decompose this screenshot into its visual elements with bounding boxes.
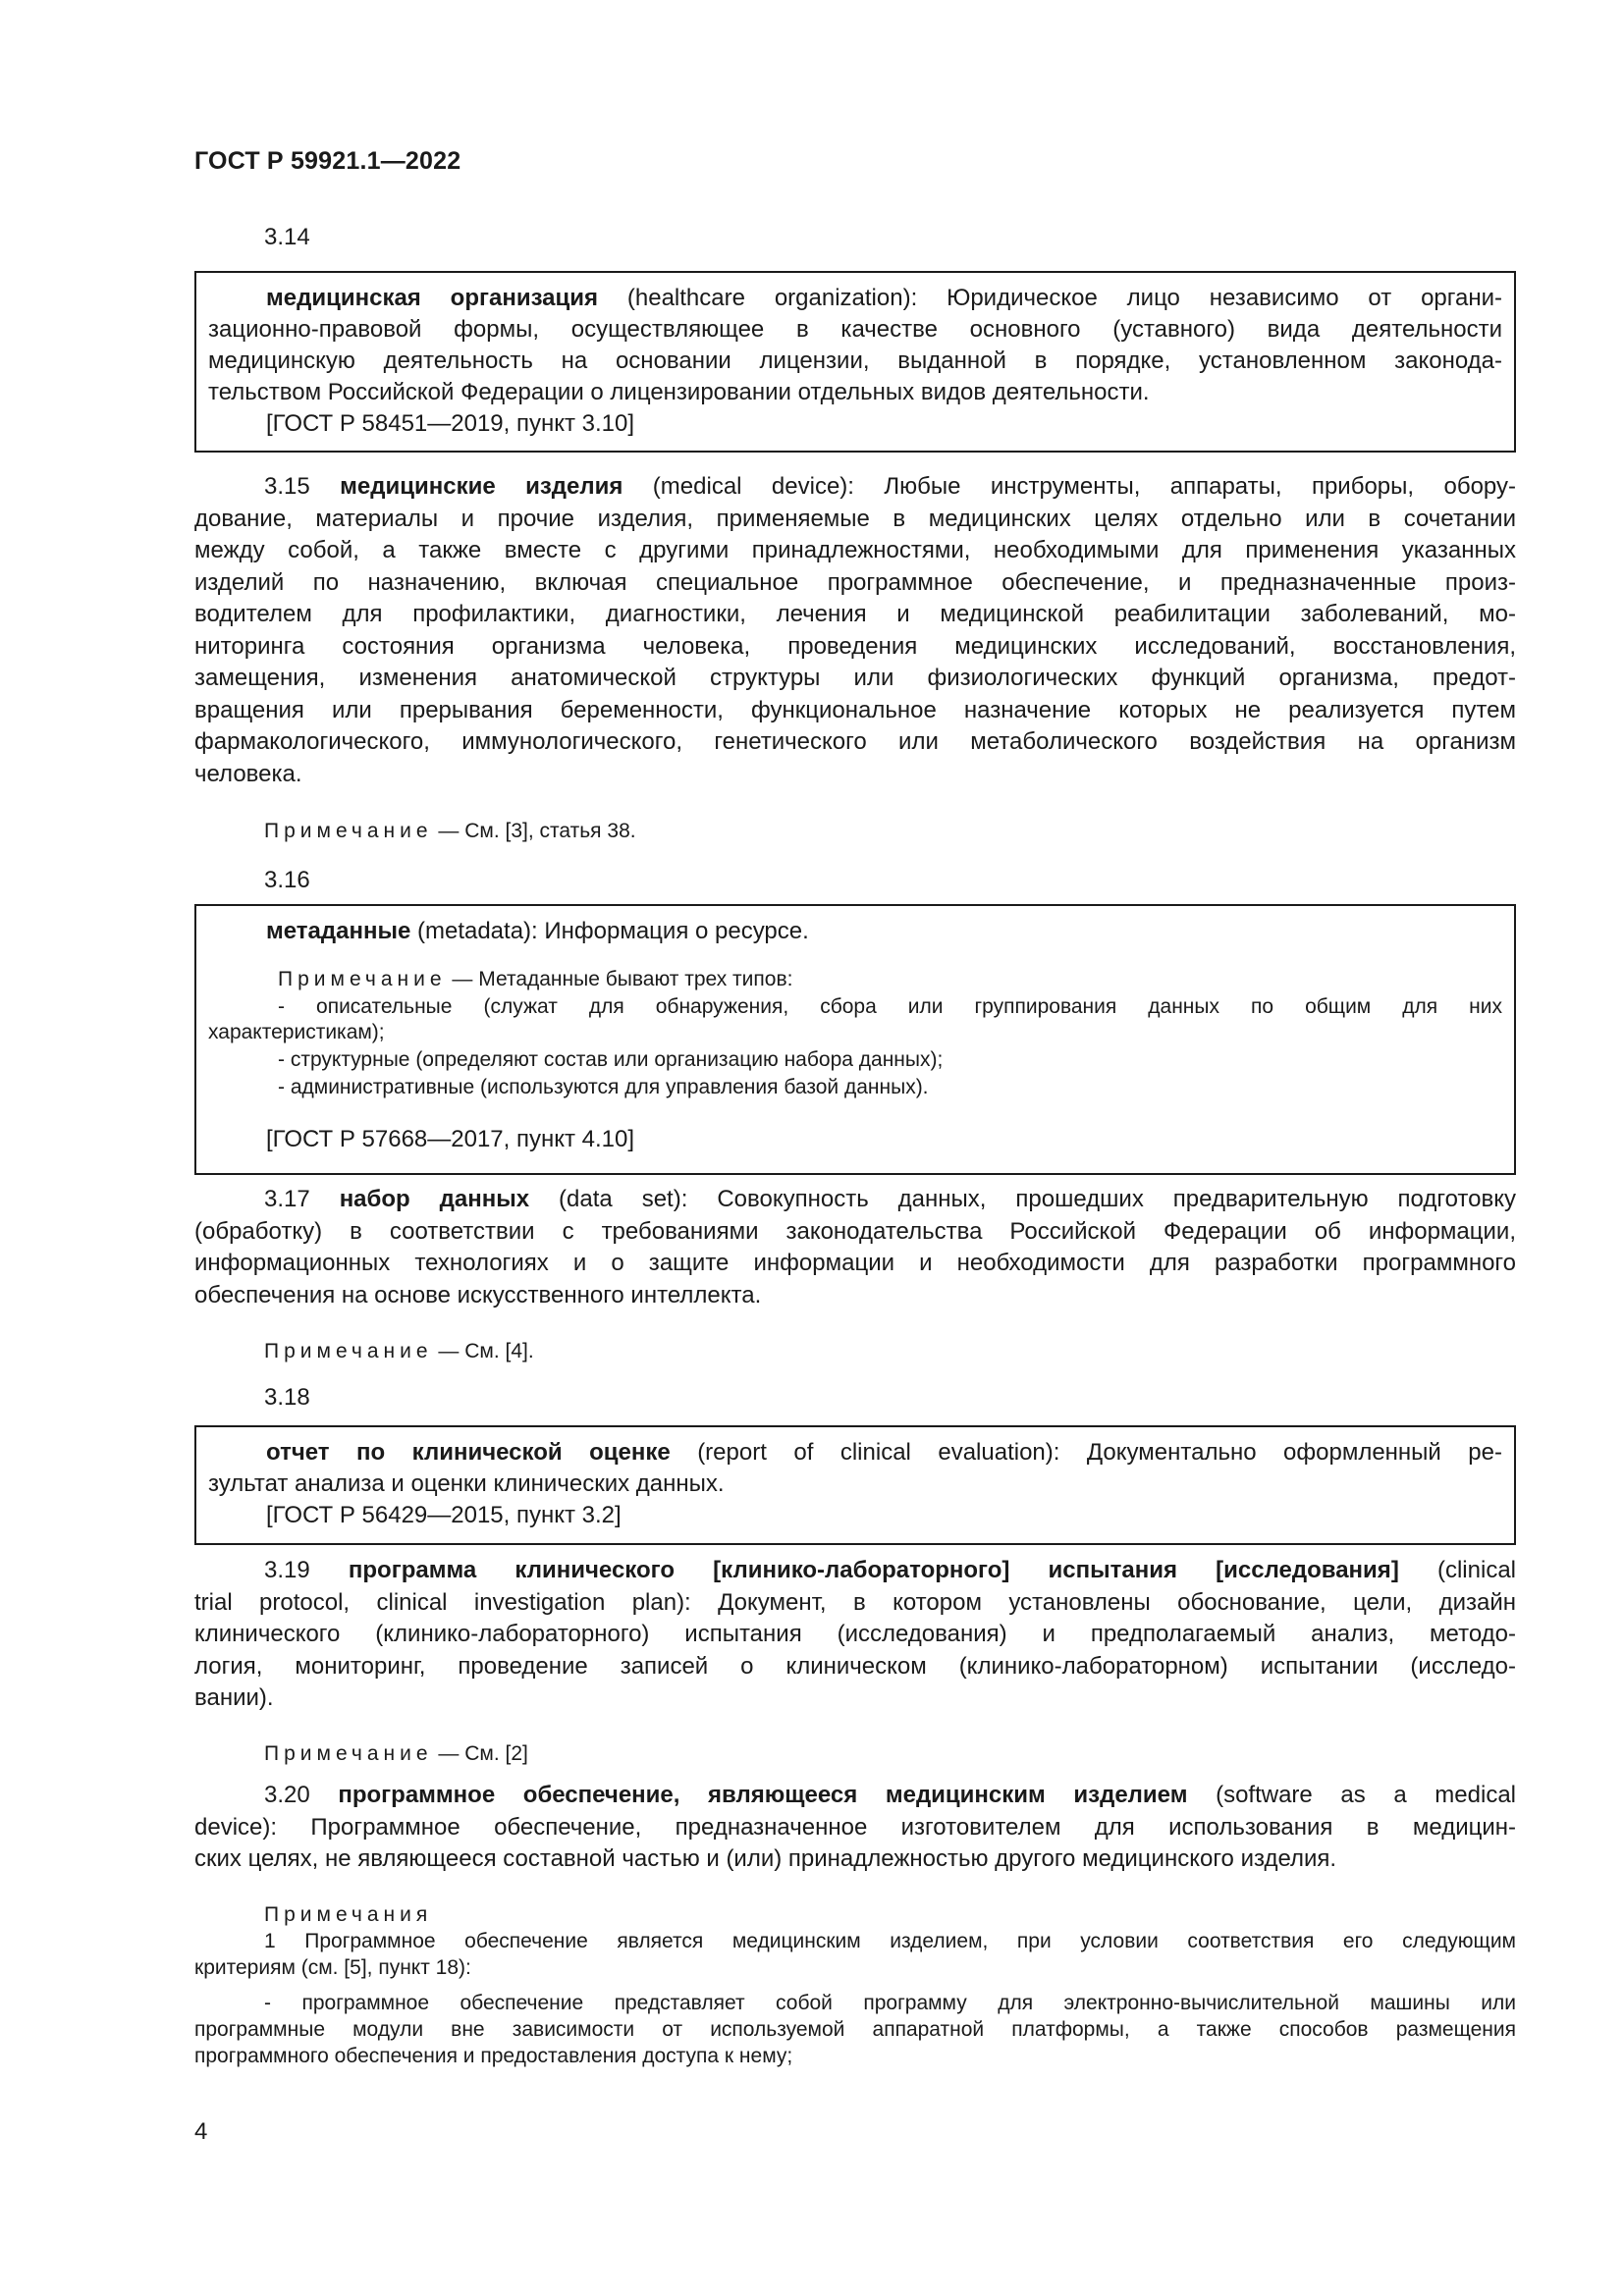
term-3-20-title: программное обеспечение, являющееся медицинским изделием xyxy=(338,1782,1188,1808)
term-box-3-18 xyxy=(194,1425,1516,1545)
term-3-19-paragraph xyxy=(194,1555,1516,1715)
term-3-20-note-1 xyxy=(194,1928,1516,1981)
term-3-17-title: набор данных xyxy=(339,1186,530,1212)
term-3-17-line-3: информационных технологиях и о защите информации и необходимости для разработки программного xyxy=(194,1250,1516,1276)
term-3-19-line-4: логия, мониторинг, проведение записей о клиническом (клинико-лабораторном) испытании (исследо- xyxy=(194,1652,1516,1680)
standard-header: ГОСТ Р 59921.1—2022 xyxy=(194,147,461,175)
term-3-15-line-8: вращения или прерывания беременности, функциональное назначение которых не реализуется путем xyxy=(194,696,1516,723)
term-3-20-line-3: ских целях, не являющееся составной частью и (или) принадлежностью другого медицинского изделия. xyxy=(194,1845,1337,1872)
term-3-19-line-3: клинического (клинико-лабораторного) испытания (исследования) и предполагаемый анализ, методо- xyxy=(194,1621,1516,1647)
term-3-16-item-descriptive: - описательные (служат для обнаружения, сбора или группирования данных по общим для них xyxy=(278,995,1502,1018)
term-3-15-line-2: дование, материалы и прочие изделия, применяемые в медицинских целях отдельно или в сочетании xyxy=(194,505,1516,532)
term-3-20-paragraph xyxy=(194,1780,1516,1876)
term-3-19-line-1: 3.19 программа клинического [клинико-лабораторного] испытания [исследования] (clinical xyxy=(264,1557,1516,1583)
term-3-14-line-3: медицинскую деятельность на основании лицензии, выданной в порядке, установленном законода- xyxy=(208,347,1502,374)
term-3-19-line-5: вании). xyxy=(194,1684,274,1711)
term-3-19-line-2: trial protocol, clinical investigation plan): Документ, в котором установлены обоснование, цели, дизайн xyxy=(194,1588,1516,1616)
term-3-20-criterion-line-3: программного обеспечения и предоставления доступа к нему; xyxy=(194,2045,793,2067)
term-3-20-criterion-line-2: программные модули вне зависимости от используемой аппаратной платформы, а также способов размещения xyxy=(194,2018,1516,2041)
term-box-3-14 xyxy=(194,271,1516,453)
term-3-18-line-2: зультат анализа и оценки клинических данных. xyxy=(208,1470,725,1497)
term-3-18-title: отчет по клинической оценке xyxy=(266,1439,671,1466)
term-3-14-line-2: зационно-правовой формы, осуществляющее в качестве основного (уставного) вида деятельности xyxy=(208,316,1502,343)
term-3-20-criterion-line-1: - программное обеспечение представляет собой программу для электронно-вычислительной машины или xyxy=(264,1992,1516,2014)
term-3-20-notes-label: Примечания xyxy=(264,1903,433,1926)
term-3-14-line-4: тельством Российской Федерации о лицензировании отдельных видов деятельности. xyxy=(208,379,1150,405)
term-3-15-title: медицинские изделия xyxy=(340,473,623,500)
term-3-15-line-4: изделий по назначению, включая специальное программное обеспечение, и предназначенные произ- xyxy=(194,568,1516,596)
term-3-18-source: [ГОСТ Р 56429—2015, пункт 3.2] xyxy=(266,1502,622,1528)
term-3-15-line-9: фармакологического, иммунологического, генетического или метаболического воздействия на организм xyxy=(194,728,1516,755)
term-box-3-16 xyxy=(194,904,1516,1175)
term-3-16-title: метаданные xyxy=(266,918,411,944)
term-3-15-line-7: замещения, изменения анатомической структуры или физиологических функций организма, предот- xyxy=(194,665,1516,691)
page-number: 4 xyxy=(194,2118,208,2145)
term-3-15-line-5: водителем для профилактики, диагностики, лечения и медицинской реабилитации заболеваний, мо- xyxy=(194,601,1516,627)
term-number-3-18: 3.18 xyxy=(264,1384,310,1411)
term-3-18-line-1: отчет по клинической оценке (report of clinical evaluation): Документально оформленный ре- xyxy=(266,1439,1502,1466)
term-3-17-line-4: обеспечения на основе искусственного интеллекта. xyxy=(194,1281,762,1308)
term-3-15-line-1: 3.15 медицинские изделия (medical device): Любые инструменты, аппараты, приборы, обору- xyxy=(264,473,1516,500)
term-3-17-line-2: (обработку) в соответствии с требованиями законодательства Российской Федерации об информации, xyxy=(194,1217,1516,1245)
term-3-16-item-structural: - структурные (определяют состав или организацию набора данных); xyxy=(278,1048,944,1071)
term-3-15-line-3: между собой, а также вместе с другими принадлежностями, необходимыми для применения указанных xyxy=(194,537,1516,563)
term-3-15-line-10: человека. xyxy=(194,760,302,787)
term-number-3-16: 3.16 xyxy=(264,867,310,893)
term-3-14-title: медицинская организация xyxy=(266,285,599,311)
term-3-16-note-intro: Примечание — Метаданные бывают трех типов: xyxy=(278,968,793,990)
term-3-20-note-1-line-1: 1 Программное обеспечение является медицинским изделием, при условии соответствия его следующим xyxy=(264,1930,1516,1952)
term-3-16-item-administrative: - административные (используются для управления базой данных). xyxy=(278,1076,929,1098)
term-3-19-note: Примечание — См. [2] xyxy=(264,1742,528,1765)
term-3-16-source: [ГОСТ Р 57668—2017, пункт 4.10] xyxy=(266,1126,635,1152)
term-3-20-note-1-criterion xyxy=(194,1990,1516,2069)
term-3-17-paragraph xyxy=(194,1184,1516,1311)
term-3-16-definition: метаданные (metadata): Информация о ресурсе. xyxy=(266,918,809,944)
term-3-20-line-1: 3.20 программное обеспечение, являющееся медицинским изделием (software as a medical xyxy=(264,1782,1517,1808)
term-3-17-note: Примечание — См. [4]. xyxy=(264,1340,534,1362)
term-3-14-source: [ГОСТ Р 58451—2019, пункт 3.10] xyxy=(266,410,635,437)
term-3-15-paragraph xyxy=(194,471,1516,790)
term-3-20-line-2: device): Программное обеспечение, предназначенное изготовителем для использования в медицин- xyxy=(194,1813,1516,1841)
term-3-16-item-descriptive-cont: характеристикам); xyxy=(208,1021,385,1043)
term-3-19-title: программа клинического [клинико-лабораторного] испытания [исследования] xyxy=(348,1557,1399,1583)
term-3-17-line-1: 3.17 набор данных (data set): Совокупность данных, прошедших предварительную подготовку xyxy=(264,1186,1517,1212)
term-3-15-note: Примечание — См. [3], статья 38. xyxy=(264,820,636,842)
term-3-20-note-1-line-2: критериям (см. [5], пункт 18): xyxy=(194,1956,471,1979)
term-number-3-14: 3.14 xyxy=(264,224,310,250)
term-3-14-line-1: медицинская организация (healthcare organization): Юридическое лицо независимо от органи- xyxy=(266,285,1502,311)
term-3-15-line-6: ниторинга состояния организма человека, проведения медицинских исследований, восстановления, xyxy=(194,632,1516,660)
